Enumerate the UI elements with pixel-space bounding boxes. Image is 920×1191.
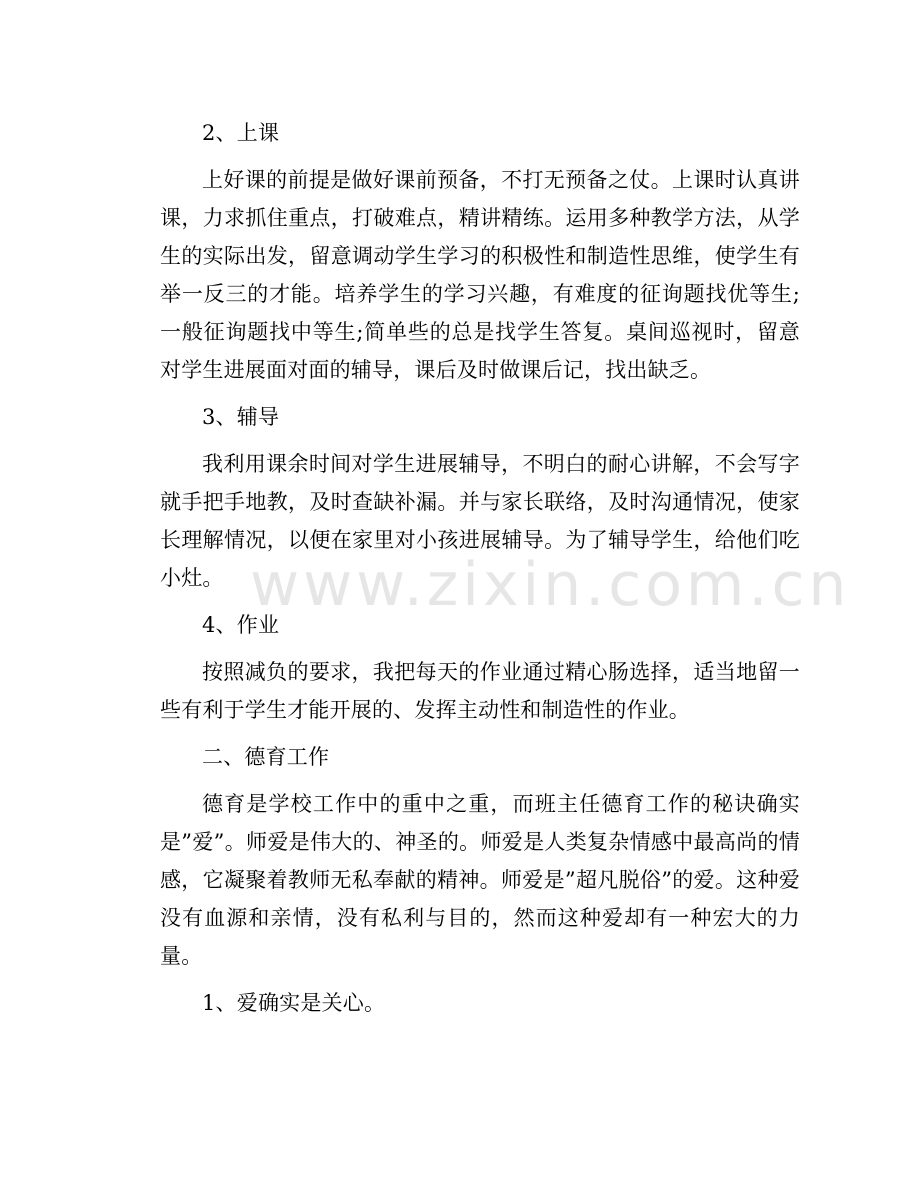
section-heading-moral-education: 二、德育工作 (202, 745, 330, 769)
section-heading-teaching: 2、上课 (202, 121, 280, 145)
paragraph-teaching: 上好课的前提是做好课前预备，不打无预备之仗。上课时认真讲课，力求抓住重点，打破难点，精讲精练。运用多种教学方法，从学生的实际出发，留意调动学生学习的积极性和制造性思维，使学生有举一反三的才能。培养学生的学习兴趣，有难度的征询题找优等生;一般征询题找中等生;简单些的总是找学生答复。桌间巡视时，留意对学生进展面对面的辅导，课后及时做课后记，找出缺乏。 (160, 168, 800, 382)
section-heading-tutoring: 3、辅导 (202, 405, 280, 429)
section-heading-love-is-care: 1、爱确实是关心。 (202, 991, 386, 1015)
paragraph-moral-education: 德育是学校工作中的重中之重，而班主任德育工作的秘诀确实是”爱”。师爱是伟大的、神圣的。师爱是人类复杂情感中最高尚的情感，它凝聚着教师无私奉献的精神。师爱是”超凡脱俗”的爱。这种爱没有血源和亲情，没有私利与目的，然而这种爱却有一种宏大的力量。 (160, 792, 800, 968)
section-heading-homework: 4、作业 (202, 613, 280, 637)
document-body (160, 114, 800, 1031)
watermark: www.zixin.com.cn (250, 550, 851, 620)
paragraph-tutoring: 我利用课余时间对学生进展辅导，不明白的耐心讲解，不会写字就手把手地教，及时查缺补漏。并与家长联络，及时沟通情况，使家长理解情况，以便在家里对小孩进展辅导。为了辅导学生，给他们吃小灶。 (160, 452, 800, 590)
paragraph-homework: 按照减负的要求，我把每天的作业通过精心肠选择，适当地留一些有利于学生才能开展的、发挥主动性和制造性的作业。 (160, 660, 800, 722)
